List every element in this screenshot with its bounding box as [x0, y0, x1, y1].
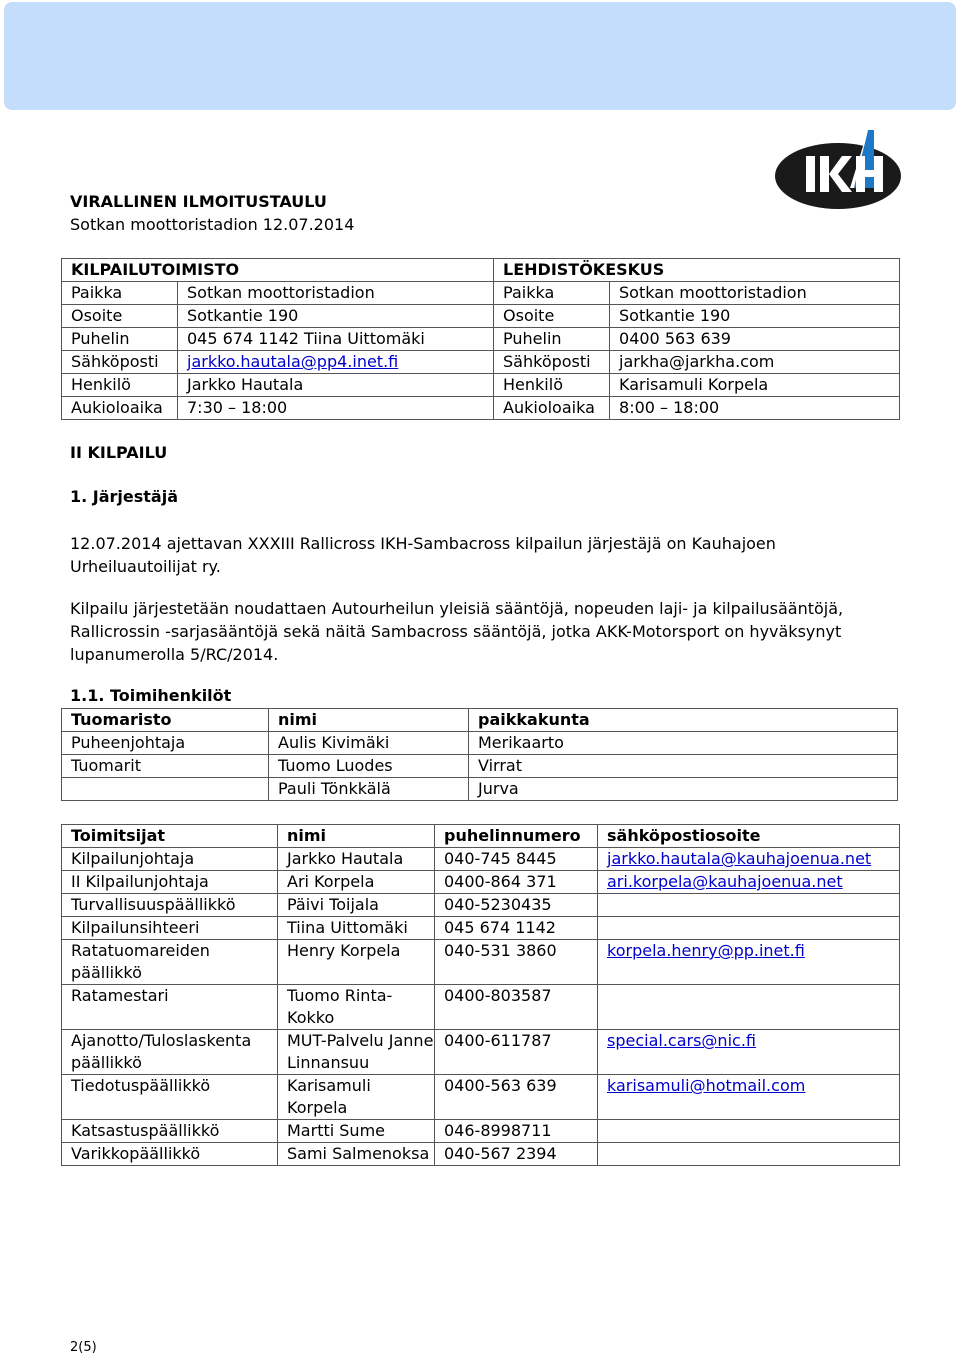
official-email[interactable] — [598, 848, 900, 871]
column-header: sähköpostiosoite — [598, 825, 900, 848]
ikh-logo — [770, 128, 904, 212]
office-label: Sähköposti — [62, 351, 178, 374]
subsection-heading: 1. Järjestäjä — [70, 487, 179, 506]
email-link[interactable]: jarkko.hautala@pp4.inet.fi — [187, 352, 399, 371]
table-row — [62, 778, 898, 801]
table-row — [62, 397, 900, 420]
jury-table — [61, 708, 898, 801]
column-header: puhelinnumero — [435, 825, 598, 848]
office-label: Osoite — [494, 305, 610, 328]
column-header: Toimitsijat — [62, 825, 278, 848]
table-cell: Pauli Tönkkälä — [269, 778, 469, 801]
table-row — [62, 917, 900, 940]
office-label: Paikka — [62, 282, 178, 305]
table-row — [62, 305, 900, 328]
official-role: Turvallisuuspäällikkö — [62, 894, 278, 917]
office-right-title: LEHDISTÖKESKUS — [494, 259, 900, 282]
official-name: Jarkko Hautala — [278, 848, 435, 871]
official-role: Kilpailunjohtaja — [62, 848, 278, 871]
office-value: Sotkan moottoristadion — [610, 282, 900, 305]
official-phone: 0400-611787 — [435, 1030, 598, 1075]
table-row — [62, 328, 900, 351]
official-phone: 040-531 3860 — [435, 940, 598, 985]
official-email[interactable] — [598, 1075, 900, 1120]
table-cell: Virrat — [469, 755, 898, 778]
column-header: paikkakunta — [469, 709, 898, 732]
table-row — [62, 1120, 900, 1143]
table-cell: Jurva — [469, 778, 898, 801]
official-phone: 0400-864 371 — [435, 871, 598, 894]
official-email[interactable] — [598, 871, 900, 894]
column-header: nimi — [278, 825, 435, 848]
table-row — [62, 732, 898, 755]
official-name: Henry Korpela — [278, 940, 435, 985]
office-value: jarkha@jarkha.com — [610, 351, 900, 374]
table-cell: Tuomarit — [62, 755, 269, 778]
table-row — [62, 755, 898, 778]
official-role: Varikkopäällikkö — [62, 1143, 278, 1166]
page-subtitle: Sotkan moottoristadion 12.07.2014 — [70, 215, 355, 234]
officials-header-row — [62, 825, 900, 848]
office-label: Aukioloaika — [494, 397, 610, 420]
email-link[interactable]: jarkko.hautala@kauhajoenua.net — [607, 849, 872, 868]
official-phone: 045 674 1142 — [435, 917, 598, 940]
table-row — [62, 351, 900, 374]
top-banner — [4, 2, 956, 110]
official-email — [598, 1143, 900, 1166]
office-value: Sotkantie 190 — [178, 305, 494, 328]
office-label: Puhelin — [62, 328, 178, 351]
table-row — [62, 282, 900, 305]
office-label: Osoite — [62, 305, 178, 328]
official-name: Ari Korpela — [278, 871, 435, 894]
official-phone: 0400-563 639 — [435, 1075, 598, 1120]
office-value: 0400 563 639 — [610, 328, 900, 351]
office-value: 7:30 – 18:00 — [178, 397, 494, 420]
official-email — [598, 894, 900, 917]
office-label: Sähköposti — [494, 351, 610, 374]
officials-table — [61, 824, 900, 1166]
official-role: Katsastuspäällikkö — [62, 1120, 278, 1143]
officials-heading: 1.1. Toimihenkilöt — [70, 686, 232, 705]
official-email — [598, 1120, 900, 1143]
offices-header-row — [62, 259, 900, 282]
official-phone: 0400-803587 — [435, 985, 598, 1030]
official-role: II Kilpailunjohtaja — [62, 871, 278, 894]
page-title: VIRALLINEN ILMOITUSTAULU — [70, 192, 327, 211]
office-label: Henkilö — [494, 374, 610, 397]
official-role: Ratatuomareiden päällikkö — [62, 940, 278, 985]
official-email[interactable] — [598, 1030, 900, 1075]
official-name: Karisamuli Korpela — [278, 1075, 435, 1120]
official-name: Martti Sume — [278, 1120, 435, 1143]
official-email[interactable] — [598, 940, 900, 985]
table-cell — [62, 778, 269, 801]
office-label: Henkilö — [62, 374, 178, 397]
table-row — [62, 985, 900, 1030]
office-label: Paikka — [494, 282, 610, 305]
table-row — [62, 1030, 900, 1075]
jury-header-row — [62, 709, 898, 732]
table-cell: Tuomo Luodes — [269, 755, 469, 778]
column-header: Tuomaristo — [62, 709, 269, 732]
organizer-paragraph: 12.07.2014 ajettavan XXXIII Rallicross IKH-Sambacross kilpailun järjestäjä on Kauhajoen Urheiluautoilijat ry. — [70, 534, 776, 576]
office-value: Sotkan moottoristadion — [178, 282, 494, 305]
email-link[interactable]: karisamuli@hotmail.com — [607, 1076, 806, 1095]
office-value: 045 674 1142 Tiina Uittomäki — [178, 328, 494, 351]
office-email-link[interactable] — [178, 351, 494, 374]
office-value: Sotkantie 190 — [610, 305, 900, 328]
email-link[interactable]: korpela.henry@pp.inet.fi — [607, 941, 805, 960]
official-role: Kilpailunsihteeri — [62, 917, 278, 940]
table-row — [62, 894, 900, 917]
official-phone: 040-745 8445 — [435, 848, 598, 871]
official-phone: 046-8998711 — [435, 1120, 598, 1143]
official-role: Tiedotuspäällikkö — [62, 1075, 278, 1120]
table-cell: Puheenjohtaja — [62, 732, 269, 755]
table-row — [62, 848, 900, 871]
table-row — [62, 940, 900, 985]
official-email — [598, 985, 900, 1030]
official-name: Päivi Toijala — [278, 894, 435, 917]
official-name: MUT-Palvelu Janne Linnansuu — [278, 1030, 435, 1075]
page-number: 2(5) — [70, 1340, 97, 1355]
office-value: Karisamuli Korpela — [610, 374, 900, 397]
official-role: Ratamestari — [62, 985, 278, 1030]
office-label: Puhelin — [494, 328, 610, 351]
table-row — [62, 1075, 900, 1120]
email-link[interactable]: special.cars@nic.fi — [607, 1031, 756, 1050]
offices-table — [61, 258, 900, 420]
table-row — [62, 871, 900, 894]
table-cell: Aulis Kivimäki — [269, 732, 469, 755]
official-email — [598, 917, 900, 940]
table-row — [62, 1143, 900, 1166]
official-phone: 040-567 2394 — [435, 1143, 598, 1166]
column-header: nimi — [269, 709, 469, 732]
office-value: Jarkko Hautala — [178, 374, 494, 397]
official-phone: 040-5230435 — [435, 894, 598, 917]
table-row — [62, 374, 900, 397]
rules-paragraph: Kilpailu järjestetään noudattaen Autourheilun yleisiä sääntöjä, nopeuden laji- ja kilpailusääntöjä, Rallicrossin -sarjasääntöjä sekä näitä Sambacross sääntöjä, jotka AKK-Motorsport on hyväksynyt lupanumerolla 5/RC/2014. — [70, 599, 844, 664]
email-link[interactable]: ari.korpela@kauhajoenua.net — [607, 872, 843, 891]
official-role: Ajanotto/Tuloslaskenta päällikkö — [62, 1030, 278, 1075]
official-name: Sami Salmenoksa — [278, 1143, 435, 1166]
office-value: 8:00 – 18:00 — [610, 397, 900, 420]
official-name: Tiina Uittomäki — [278, 917, 435, 940]
office-left-title: KILPAILUTOIMISTO — [62, 259, 494, 282]
table-cell: Merikaarto — [469, 732, 898, 755]
official-name: Tuomo Rinta-Kokko — [278, 985, 435, 1030]
section-heading: II KILPAILU — [70, 443, 168, 462]
office-label: Aukioloaika — [62, 397, 178, 420]
